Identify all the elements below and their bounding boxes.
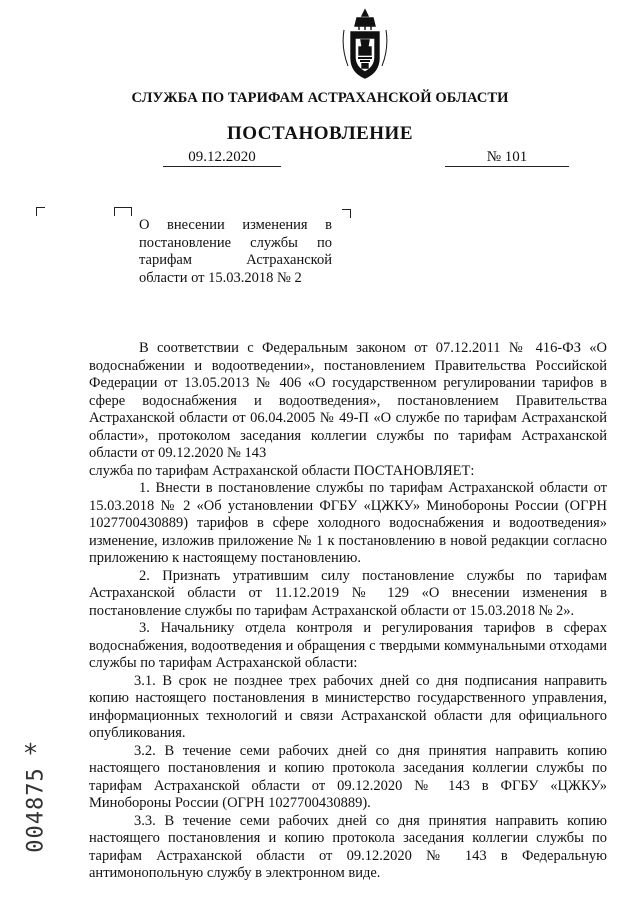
margin-registration-number: [18, 740, 54, 880]
document-body: [89, 340, 607, 883]
resolution-line: служба по тарифам Астраханской области ПОСТАНОВЛЯЕТ:: [89, 462, 475, 479]
margin-asterisk-mark: *: [24, 739, 37, 769]
item-paragraph: 2. Признать утратившим силу постановление службы по тарифам Астраханской области от 11.12.2019 № 129 «О внесении изменения в постановление службы по тарифам Астраханской области от 15.03.2018 № 2».: [89, 567, 607, 619]
item-paragraph: 3. Начальнику отдела контроля и регулирования тарифов в сферах водоснабжения, водоотведения и обращения с твердыми коммунальными отходами службы по тарифам Астраханской области:: [89, 620, 607, 671]
organization-title: СЛУЖБА ПО ТАРИФАМ АСТРАХАНСКОЙ ОБЛАСТИ: [131, 90, 509, 106]
astrakhan-coat-of-arms-icon: [338, 8, 392, 84]
document-date: 09.12.2020: [163, 148, 281, 167]
preamble-paragraph: В соответствии с Федеральным законом от 07.12.2011 № 416-ФЗ «О водоснабжении и водоотведении», постановлением Правительства Российской Федерации от 13.05.2013 № 406 «О государственном регулировании тарифов в сфере водоснабжения и водоотведения», постановлением Правительства Астраханской области от 06.04.2005 № 49-П «О службе по тарифам Астраханской области», протоколом заседания коллегии службы по тарифам Астраханской области от 09.12.2020 № 143: [89, 340, 607, 461]
address-corner-mark: [36, 207, 45, 216]
item-paragraph: 1. Внести в постановление службы по тарифам Астраханской области от 15.03.2018 № 2 «Об установлении ФГБУ «ЦЖКУ» Минобороны России (ОГРН 1027700430889) тарифов в сфере холодного водоснабжения и водоотведения» изменение, изложив приложение № 1 к постановлению в новой редакции согласно приложению к настоящему постановлению.: [89, 480, 607, 566]
subitem-paragraph: 3.2. В течение семи рабочих дней со дня принятия направить копию настоящего постановления и копию протокола заседания коллегии службы по тарифам Астраханской области от 09.12.2020 № 143 в ФГБУ «ЦЖКУ» Минобороны России (ОГРН 1027700430889).: [89, 742, 607, 811]
subject-corner-mark: [342, 209, 351, 218]
subject-corner-mark: [114, 207, 123, 216]
document-subject: О внесении изменения в постановление службы по тарифам Астраханской области от 15.03.2018 № 2: [139, 217, 332, 286]
document-type: ПОСТАНОВЛЕНИЕ: [226, 123, 414, 144]
subitem-paragraph: 3.3. В течение семи рабочих дней со дня принятия направить копию настоящего постановления и копию протокола заседания коллегии службы по тарифам Астраханской области от 09.12.2020 № 143 в Федеральную антимонопольную службу в электронном виде.: [89, 812, 607, 881]
document-number: № 101: [445, 148, 569, 167]
subject-corner-mark: [123, 207, 132, 216]
subitem-paragraph: 3.1. В срок не позднее трех рабочих дней со дня подписания направить копию настоящего постановления в министерство государственного управления, информационных технологий и связи Астраханской области для официального опубликования.: [89, 672, 607, 741]
margin-number-text: 004875: [23, 767, 49, 853]
